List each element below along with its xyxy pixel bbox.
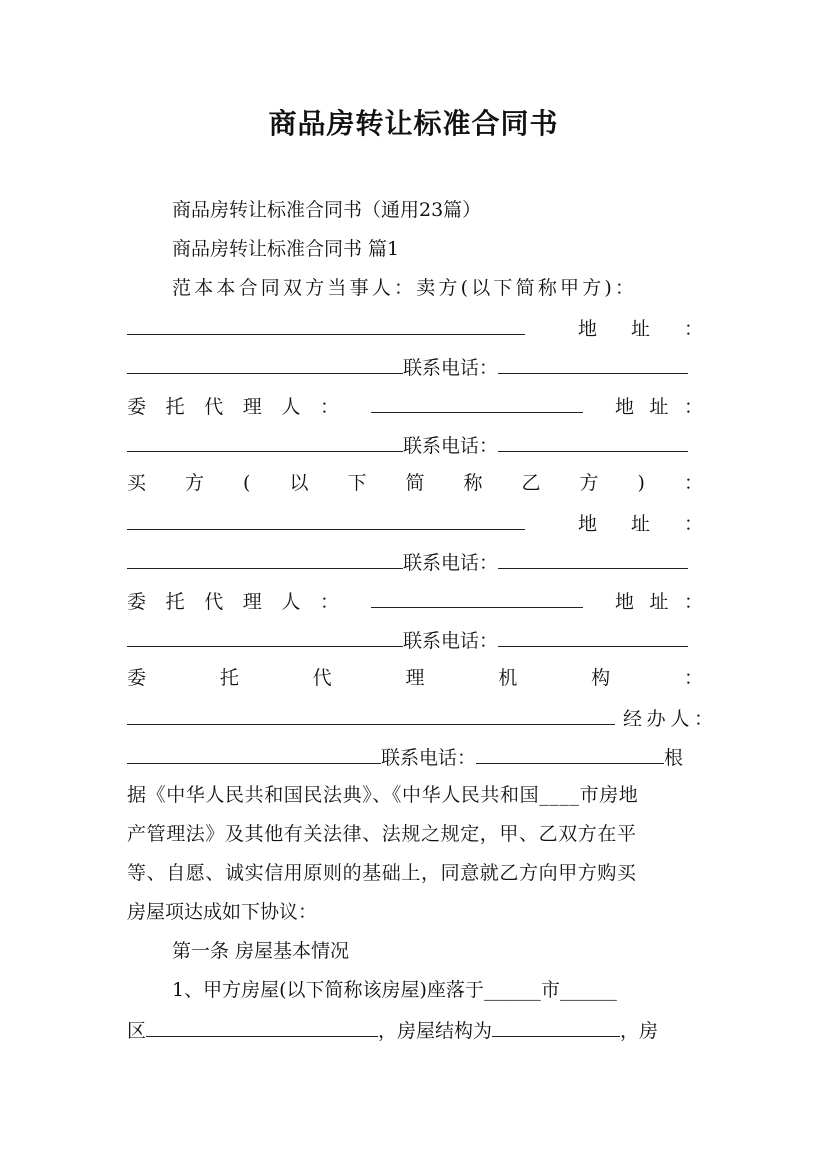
seller-agent-phone-line	[127, 431, 703, 457]
document-title: 商品房转让标准合同书	[268, 107, 559, 140]
buyer-agent-blank	[371, 587, 583, 608]
para1-line-1: 据《中华人民共和国民法典》、《中华人民共和国____市房地	[127, 784, 639, 806]
seller-agent-line	[127, 392, 703, 418]
agent-label: 委 托 代 理 人 ：	[127, 396, 339, 418]
structure-label: ，房屋结构为	[378, 1020, 493, 1042]
district-blank	[146, 1016, 378, 1037]
buyer-phone-blank	[498, 548, 688, 569]
seller-address-blank	[127, 353, 403, 374]
document-subtitle: 商品房转让标准合同书（通用23篇）	[172, 199, 482, 221]
address-label: 地 址 ：	[615, 396, 703, 418]
item1-line-1: 1、甲方房屋(以下简称该房屋)座落于______市______	[172, 979, 617, 1001]
seller-address-line	[127, 314, 703, 340]
handler-phone-line	[127, 743, 703, 769]
item1-line-2	[127, 1016, 703, 1042]
handler-blank	[127, 743, 381, 764]
agency-blank	[127, 704, 615, 725]
seller-phone-line	[127, 353, 703, 379]
buyer-agent-phone-line	[127, 626, 703, 652]
phone-label: 联系电话：	[403, 630, 499, 652]
seller-name-blank	[127, 314, 525, 335]
agency-label: 委 托 代 理 机 构 ：	[127, 667, 703, 689]
district-label: 区	[127, 1020, 147, 1042]
buyer-address-line	[127, 509, 703, 535]
buyer-agent-line	[127, 587, 703, 613]
address-label: 地 址 ：	[578, 318, 703, 340]
buyer-address-blank	[127, 548, 403, 569]
para1-line-4: 房屋项达成如下协议：	[127, 901, 318, 923]
address-label: 地 址 ：	[578, 513, 703, 535]
item1-line-2-end: ，房	[620, 1020, 659, 1042]
buyer-agent-phone-blank	[498, 626, 688, 647]
phone-label: 联系电话：	[403, 552, 499, 574]
seller-phone-blank	[498, 353, 688, 374]
handler-phone-blank	[476, 743, 664, 764]
para1-line-2: 产管理法》及其他有关法律、法规之规定，甲、乙双方在平	[127, 823, 637, 845]
buyer-phone-line	[127, 548, 703, 574]
seller-agent-blank	[371, 392, 583, 413]
buyer-agent-address-blank	[127, 626, 403, 647]
para1-line-3: 等、自愿、诚实信用原则的基础上，同意就乙方向甲方购买	[127, 862, 637, 884]
phone-label: 联系电话：	[403, 357, 499, 379]
agency-handler-line	[127, 704, 713, 730]
basis-end: 根	[664, 747, 684, 769]
buyer-label: 买 方 ( 以 下 简 称 乙 方 ) ：	[127, 472, 703, 494]
structure-blank	[492, 1016, 620, 1037]
address-label: 地 址 ：	[615, 591, 703, 613]
article1-heading: 第一条 房屋基本情况	[172, 940, 350, 962]
agent-label: 委 托 代 理 人 ：	[127, 591, 339, 613]
phone-label: 联系电话：	[381, 747, 477, 769]
section-heading: 商品房转让标准合同书 篇1	[172, 238, 400, 260]
buyer-name-blank	[127, 509, 525, 530]
handler-label: 经 办 人 ：	[623, 708, 713, 730]
seller-agent-phone-blank	[498, 431, 688, 452]
phone-label: 联系电话：	[403, 435, 499, 457]
seller-intro: 范本本合同双方当事人：卖方(以下简称甲方)：	[172, 277, 638, 299]
seller-agent-address-blank	[127, 431, 403, 452]
